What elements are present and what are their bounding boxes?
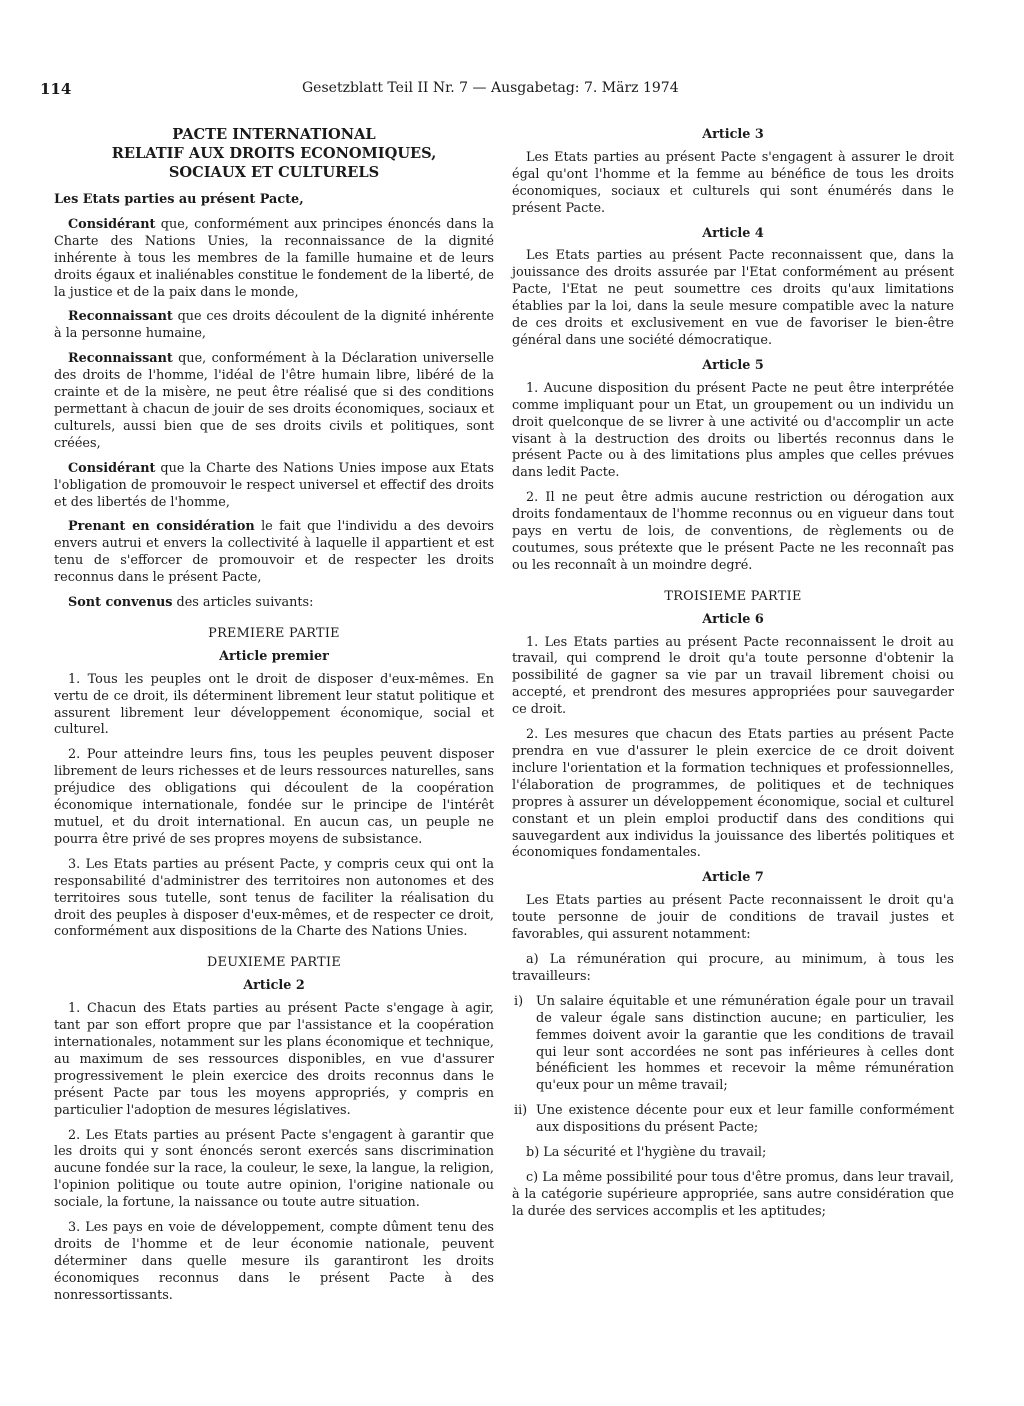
- preamble-convenus: [54, 595, 494, 612]
- right-column: [512, 125, 954, 1229]
- article-4-title: Article 4: [702, 225, 764, 241]
- page-number: 114: [40, 80, 72, 98]
- lead-word: Considérant: [68, 460, 156, 476]
- preamble-reconnaissant-1: [54, 309, 494, 343]
- article-6-paragraph-2: 2. Les mesures que chacun des Etats parties au présent Pacte prendra en vue d'assurer le plein exercice de ce droit doivent inclure l'orientation et la formation techniques et professionnelles, l'élaboration de programmes, de politiques et de techniques propres à assurer un développement économique, social et culturel constant et un plein emploi productif dans des conditions qui sauvegardent aux individus la jouissance des libertés politiques et économiques fondamentales.: [512, 727, 954, 861]
- preamble-considerant-1: [54, 217, 494, 302]
- article-7-item-a-i: [514, 994, 954, 1095]
- part-3-heading: TROISIEME PARTIE: [664, 588, 802, 604]
- preamble-reconnaissant-2: [54, 351, 494, 452]
- list-marker: i): [514, 993, 524, 1009]
- article-2-paragraph-1: 1. Chacun des Etats parties au présent Pacte s'engage à agir, tant par son effort propre que par l'assistance et la coopération internationales, notamment sur les plans économique et technique, au maximum de ses ressources disponibles, en vue d'assurer progressivement le plein exercice des droits reconnus dans le présent Pacte par tous les moyens appropriés, y compris en particulier l'adoption de mesures législatives.: [54, 1001, 494, 1118]
- left-column: [54, 125, 494, 1313]
- article-7-item-a-ii: [514, 1103, 954, 1137]
- article-4-paragraph-1: Les Etats parties au présent Pacte reconnaissent que, dans la jouissance des droits assurée par l'Etat conformément au présent Pacte, l'Etat ne peut soumettre ces droits qu'aux limitations établies par la loi, dans la seule mesure compatible avec la nature de ces droits et exclusivement en vue de favoriser le bien-être général dans une société démocratique.: [512, 248, 954, 348]
- paragraph-text: que, conformément aux principes énoncés dans la Charte des Nations Unies, la reconnaissance de la dignité inhérente à tous les membres de la famille humaine et de leurs droits égaux et inaliénables constitue le fondement de la liberté, de la justice et de la paix dans le monde,: [54, 216, 494, 300]
- article-2-paragraph-2: 2. Les Etats parties au présent Pacte s'engagent à garantir que les droits qui y sont énoncés seront exercés sans discrimination aucune fondée sur la race, la couleur, le sexe, la langue, la religion, l'opinion politique ou toute autre opinion, l'origine nationale ou sociale, la fortune, la naissance ou toute autre situation.: [54, 1127, 494, 1211]
- paragraph-text: que ces droits découlent de la dignité inhérente à la personne humaine,: [54, 309, 494, 342]
- paragraph-text: que la Charte des Nations Unies impose aux Etats l'obligation de promouvoir le respect universel et effectif des droits et des libertés de l'homme,: [54, 460, 494, 510]
- part-1-heading: PREMIERE PARTIE: [208, 625, 340, 641]
- title-line-1: PACTE INTERNATIONAL: [172, 126, 376, 143]
- article-1-paragraph-2: 2. Pour atteindre leurs fins, tous les peuples peuvent disposer librement de leurs richesses et de leurs ressources naturelles, sans préjudice des obligations qui découlent de la coopération économique internationale, fondée sur le principe de l'intérêt mutuel, et du droit international. En aucun cas, un peuple ne pourra être privé de ses propres moyens de subsistance.: [54, 747, 494, 847]
- title-line-2: RELATIF AUX DROITS ECONOMIQUES,: [111, 145, 437, 162]
- article-premier-title: Article premier: [219, 648, 329, 664]
- list-item-text: Une existence décente pour eux et leur famille conformément aux dispositions du présent Pacte;: [536, 1103, 954, 1136]
- preamble-considerant-2: [54, 461, 494, 512]
- article-7-title: Article 7: [702, 870, 764, 886]
- page-header: [40, 80, 990, 102]
- article-3-paragraph-1: Les Etats parties au présent Pacte s'engagent à assurer le droit égal qu'ont l'homme et la femme au bénéfice de tous les droits économiques, sociaux et culturels qui sont énumérés dans le présent Pacte.: [512, 149, 954, 216]
- article-1-paragraph-3: 3. Les Etats parties au présent Pacte, y compris ceux qui ont la responsabilité d'administrer des territoires non autonomes et des territoires sous tutelle, sont tenus de faciliter la réalisation du droit des peuples à disposer d'eux-mêmes, et de respecter ce droit, conformément aux dispositions de la Charte des Nations Unies.: [54, 856, 494, 940]
- lead-word: Reconnaissant: [68, 351, 173, 367]
- lead-word: Considérant: [68, 216, 156, 232]
- article-7-intro: Les Etats parties au présent Pacte reconnaissent le droit qu'a toute personne de jouir de conditions de travail justes et favorables, qui assurent notamment:: [512, 893, 954, 943]
- list-item-text: Un salaire équitable et une rémunération égale pour un travail de valeur égale sans distinction aucune; en particulier, les femmes doivent avoir la garantie que les conditions de travail qui leur sont accordées ne sont pas inférieures à celles dont bénéficient les hommes et recevoir la même rémunération qu'eux pour un même travail;: [536, 993, 954, 1094]
- article-7-item-c: c) La même possibilité pour tous d'être promus, dans leur travail, à la catégorie supérieure appropriée, sans autre considération que la durée des services accomplis et les aptitudes;: [512, 1169, 954, 1219]
- article-1-paragraph-1: 1. Tous les peuples ont le droit de disposer d'eux-mêmes. En vertu de ce droit, ils déterminent librement leur statut politique et assurent librement leur développement économique, social et culturel.: [54, 671, 494, 738]
- article-2-paragraph-3: 3. Les pays en voie de développement, compte dûment tenu des droits de l'homme et de leur économie nationale, peuvent déterminer dans quelle mesure ils garantiront les droits économiques reconnus dans le présent Pacte à des nonressortissants.: [54, 1220, 494, 1303]
- article-6-title: Article 6: [702, 611, 764, 627]
- paragraph-text: le fait que l'individu a des devoirs envers autrui et envers la collectivité à laquelle il appartient et est tenu de s'efforcer de promouvoir et de respecter les droits reconnus dans le présent Pacte,: [54, 519, 495, 586]
- article-5-paragraph-1: 1. Aucune disposition du présent Pacte ne peut être interprétée comme impliquant pour un Etat, un groupement ou un individu un droit quelconque de se livrer à une activité ou d'accomplir un acte visant à la destruction des droits ou libertés reconnus dans le présent Pacte ou à des limitations plus amples que celles prévues dans ledit Pacte.: [512, 380, 954, 481]
- preamble-intro: Les Etats parties au présent Pacte,: [54, 192, 304, 207]
- article-2-title: Article 2: [243, 978, 305, 994]
- article-7-item-b: b) La sécurité et l'hygiène du travail;: [526, 1145, 767, 1161]
- list-marker: ii): [514, 1103, 528, 1119]
- document-title: [54, 125, 494, 182]
- header-title: Gesetzblatt Teil II Nr. 7 — Ausgabetag: 7. März 1974: [302, 80, 679, 96]
- preamble-prenant: [54, 519, 494, 587]
- article-5-paragraph-2: 2. Il ne peut être admis aucune restriction ou dérogation aux droits fondamentaux de l'homme reconnus ou en vigueur dans tout pays en vertu de lois, de conventions, de règlements ou de coutumes, sous prétexte que le présent Pacte ne les reconnaît pas ou les reconnaît à un moindre degré.: [512, 490, 954, 573]
- article-3-title: Article 3: [702, 127, 764, 142]
- paragraph-text: que, conformément à la Déclaration universelle des droits de l'homme, l'idéal de l'être humain libre, libéré de la crainte et de la misère, ne peut être réalisé que si des conditions permettant à chacun de jouir de ses droits économiques, sociaux et culturels, aussi bien que de ses droits civils et politiques, sont créées,: [54, 351, 494, 451]
- part-2-heading: DEUXIEME PARTIE: [207, 955, 341, 971]
- article-6-paragraph-1: 1. Les Etats parties au présent Pacte reconnaissent le droit au travail, qui comprend le droit qu'a toute personne d'obtenir la possibilité de gagner sa vie par un travail librement choisi ou accepté, et prendront des mesures appropriées pour sauvegarder ce droit.: [512, 634, 954, 718]
- paragraph-text: des articles suivants:: [172, 595, 314, 611]
- lead-word: Prenant en considération: [68, 519, 255, 535]
- lead-word: Reconnaissant: [68, 309, 173, 325]
- lead-word: Sont convenus: [68, 595, 173, 611]
- article-5-title: Article 5: [702, 357, 764, 373]
- title-line-3: SOCIAUX ET CULTURELS: [168, 164, 380, 181]
- article-7-item-a: a) La rémunération qui procure, au minimum, à tous les travailleurs:: [512, 951, 954, 984]
